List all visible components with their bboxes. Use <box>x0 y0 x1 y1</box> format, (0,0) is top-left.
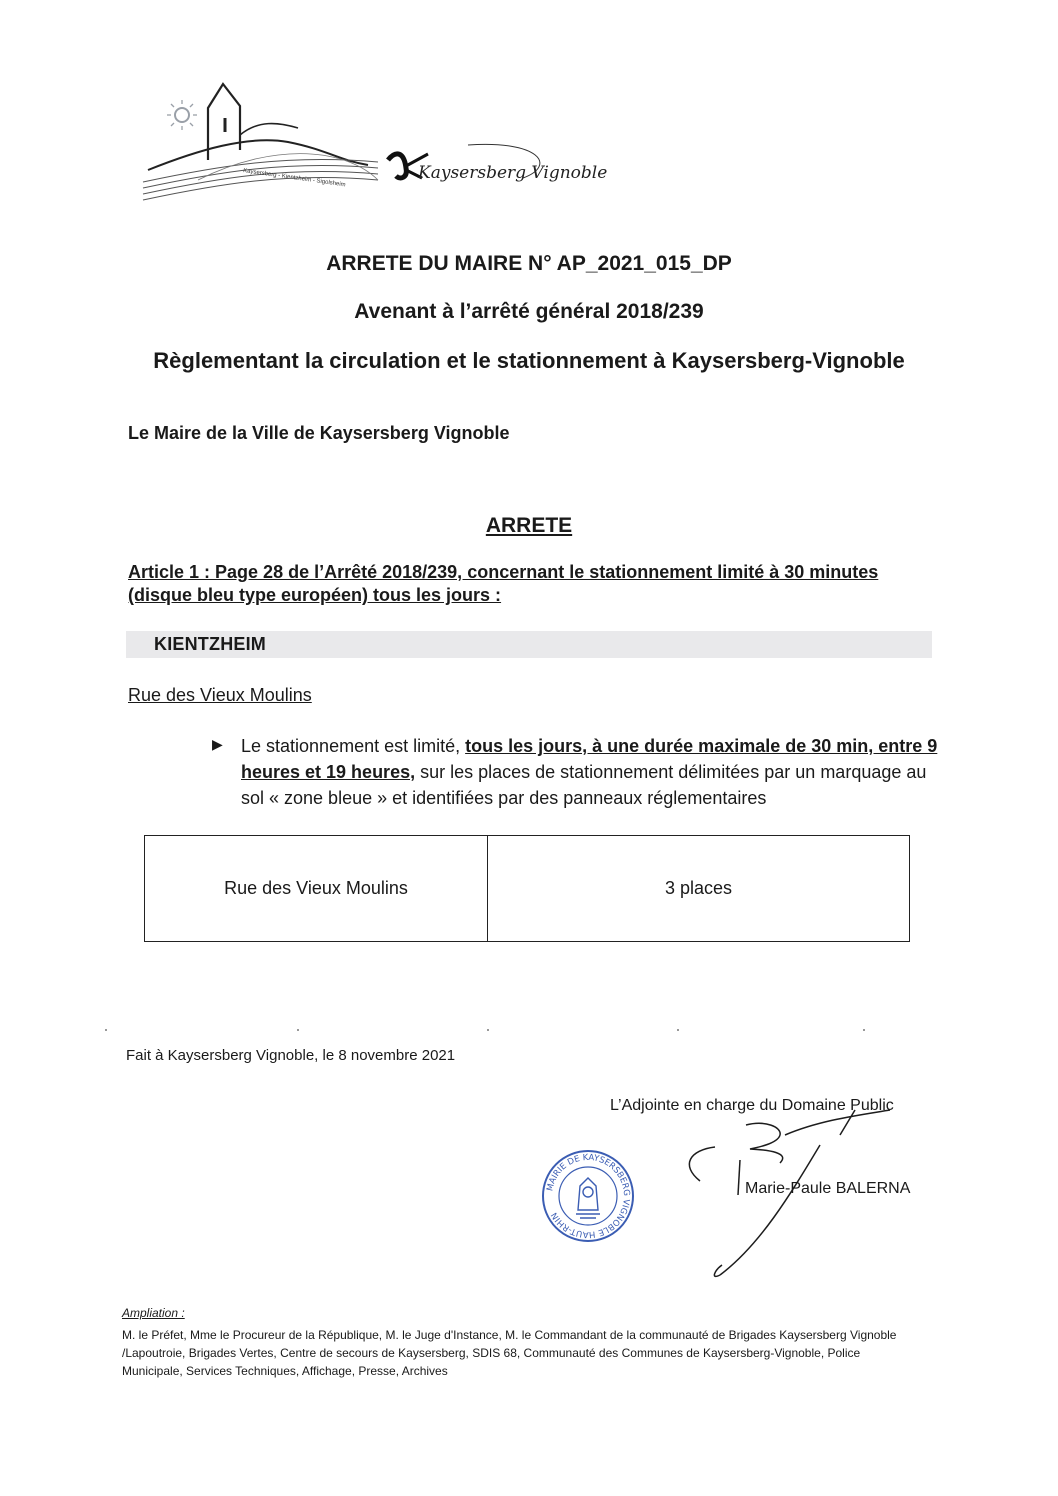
decree-title: ARRETE DU MAIRE N° AP_2021_015_DP <box>326 252 732 275</box>
seal-text: MAIRIE DE KAYSERSBERG VIGNOBLE HAUT-RHIN <box>545 1152 632 1240</box>
table-cell-street: Rue des Vieux Moulins <box>145 836 488 942</box>
street-heading: Rue des Vieux Moulins <box>128 685 312 705</box>
rule-lead: Le stationnement est limité, <box>241 736 466 756</box>
scan-dot <box>487 1029 489 1031</box>
places-table <box>144 835 910 942</box>
mayor-line: Le Maire de la Ville de Kaysersberg Vignoble <box>128 423 510 443</box>
parking-rule <box>241 733 941 811</box>
signatory-name: Marie-Paule BALERNA <box>745 1180 911 1197</box>
arrete-heading: ARRETE <box>485 514 573 537</box>
svg-text:MAIRIE DE KAYSERSBERG VIGNOBLE <box>545 1153 631 1239</box>
rule-emphasis: tous les jours, à une durée maximale de 30 min, entre 9 heures et 19 heures, <box>241 736 938 782</box>
bullet-arrow-icon: ▶ <box>212 736 223 752</box>
rule-rest: sur les places de stationnement délimitées par un marquage au sol « zone bleue » et identifiées par des panneaux réglementaires <box>241 762 927 808</box>
table-row <box>145 836 910 942</box>
logo-wordmark: Kaysersberg Vignoble <box>418 163 608 183</box>
scan-dot <box>297 1029 299 1031</box>
logo-subtext: Kaysersberg - Kientzheim - Sigolsheim <box>242 168 346 189</box>
town-seal-stamp <box>540 1148 636 1244</box>
signatory-role: L’Adjointe en charge du Domaine Public <box>610 1097 894 1114</box>
decree-subject: Règlementant la circulation et le stationnement à Kaysersberg-Vignoble <box>153 348 905 373</box>
kaysersberg-vignoble-logo-icon <box>138 80 608 210</box>
scan-dot <box>105 1029 107 1031</box>
locality-banner <box>126 631 932 658</box>
ampliation-heading: Ampliation : <box>122 1306 185 1320</box>
locality-name: KIENTZHEIM <box>154 634 266 654</box>
scan-dot <box>677 1029 679 1031</box>
decree-subtitle: Avenant à l’arrêté général 2018/239 <box>354 300 704 323</box>
place-and-date: Fait à Kaysersberg Vignoble, le 8 novembre 2021 <box>126 1047 456 1064</box>
ampliation-list: M. le Préfet, Mme le Procureur de la République, M. le Juge d'Instance, M. le Commandant de la communauté de Brigades Kaysersberg Vignoble /Lapoutroie, Brigades Vertes, Centre de secours de Kaysersberg, SDIS 68, Communauté des Communes de Kaysersberg-Vignoble, Police Municipale, Services Techniques, Affichage, Presse, Archives <box>122 1328 897 1378</box>
article-1-heading: Article 1 : Page 28 de l’Arrêté 2018/239, concernant le stationnement limité à 30 minutes (disque bleu type européen) tous les jours : <box>128 562 879 605</box>
municipality-logo <box>138 80 608 210</box>
scan-dot <box>863 1029 865 1031</box>
table-cell-places: 3 places <box>488 836 910 942</box>
